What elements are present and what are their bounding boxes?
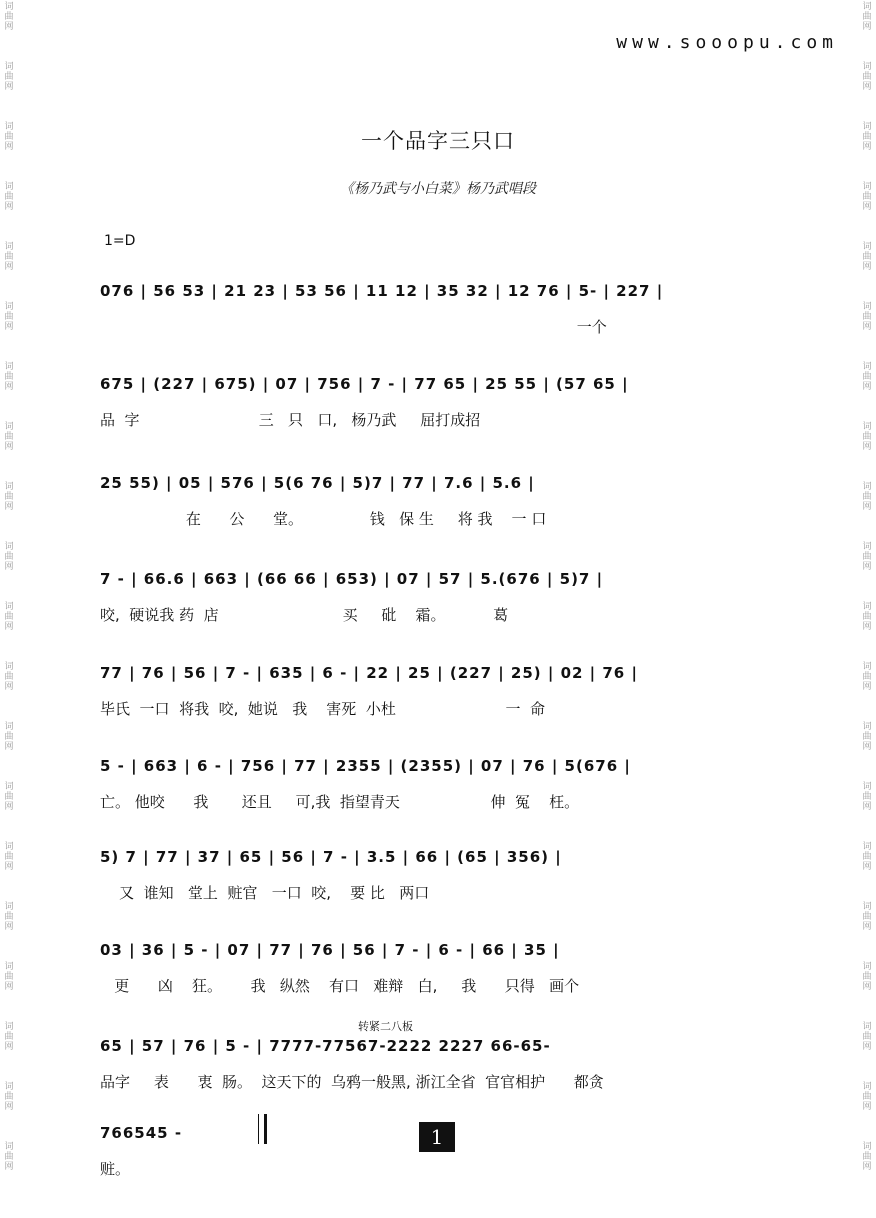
watermark-text: 词 曲 网 bbox=[4, 62, 14, 92]
score-line-6 bbox=[100, 757, 790, 837]
watermark-text: 词 曲 网 bbox=[862, 422, 872, 452]
watermark-text: 词 曲 网 bbox=[862, 302, 872, 332]
watermark-text: 词 曲 网 bbox=[862, 902, 872, 932]
watermark-text: 词 曲 网 bbox=[4, 122, 14, 152]
watermark-text: 词 曲 网 bbox=[4, 182, 14, 212]
notation-row: 5) 7 | 77 | 37 | 65 | 56 | 7 - | 3.5 | 66 | (65 | 356) | bbox=[100, 848, 562, 866]
notation-row: 076 | 56 53 | 21 23 | 53 56 | 11 12 | 35 32 | 12 76 | 5- | 227 | bbox=[100, 282, 664, 300]
watermark-text: 词 曲 网 bbox=[862, 62, 872, 92]
watermark-text: 词 曲 网 bbox=[862, 662, 872, 692]
score-line-1 bbox=[100, 282, 790, 362]
watermark-text: 词 曲 网 bbox=[4, 542, 14, 572]
watermark-text: 词 曲 网 bbox=[862, 782, 872, 812]
watermark-text: 词 曲 网 bbox=[4, 482, 14, 512]
watermark-text: 词 曲 网 bbox=[862, 602, 872, 632]
watermark-text: 词 曲 网 bbox=[4, 302, 14, 332]
score-line-7 bbox=[100, 848, 790, 928]
notation-row: 5 - | 663 | 6 - | 756 | 77 | 2355 | (2355) | 07 | 76 | 5(676 | bbox=[100, 757, 631, 775]
notation-row: 03 | 36 | 5 - | 07 | 77 | 76 | 56 | 7 - | 6 - | 66 | 35 | bbox=[100, 941, 560, 959]
watermark-text: 词 曲 网 bbox=[862, 182, 872, 212]
lyrics-row: 赃。 bbox=[100, 1160, 131, 1178]
watermark-text: 词 曲 网 bbox=[4, 962, 14, 992]
tempo-mark: 转紧二八板 bbox=[358, 1020, 413, 1033]
watermark-text: 词 曲 网 bbox=[862, 542, 872, 572]
lyrics-row: 在 公 堂。 钱 保 生 将 我 一 口 bbox=[100, 510, 547, 528]
score-line-2 bbox=[100, 375, 790, 455]
lyrics-row: 毕氏 一口 将我 咬, 她说 我 害死 小杜 一 命 bbox=[100, 700, 546, 718]
score-line-8 bbox=[100, 941, 790, 1021]
watermark-text: 词 曲 网 bbox=[862, 242, 872, 272]
site-url: www.sooopu.com bbox=[616, 32, 838, 53]
watermark-text: 词 曲 网 bbox=[862, 842, 872, 872]
lyrics-row: 亡。 他咬 我 还且 可,我 指望青天 伸 冤 枉。 bbox=[100, 793, 580, 811]
lyrics-row: 咬, 硬说我 药 店 买 砒 霜。 葛 bbox=[100, 606, 509, 624]
watermark-text: 词 曲 网 bbox=[4, 422, 14, 452]
notation-row: 65 | 57 | 76 | 5 - | 7777-77567-2222 2227 66-65- bbox=[100, 1037, 551, 1055]
watermark-text: 词 曲 网 bbox=[4, 1022, 14, 1052]
lyrics-row: 又 谁知 堂上 赃官 一口 咬, 要 比 两口 bbox=[100, 884, 430, 902]
watermark-text: 词 曲 网 bbox=[862, 1142, 872, 1172]
notation-row: 7 - | 66.6 | 663 | (66 66 | 653) | 07 | 57 | 5.(676 | 5)7 | bbox=[100, 570, 604, 588]
watermark-text: 词 曲 网 bbox=[862, 482, 872, 512]
watermark-text: 词 曲 网 bbox=[4, 902, 14, 932]
lyrics-row: 品字 表 衷 肠。 这天下的 乌鸦一般黑, 浙江全省 官官相护 都贪 bbox=[100, 1073, 604, 1091]
notation-row: 675 | (227 | 675) | 07 | 756 | 7 - | 77 65 | 25 55 | (57 65 | bbox=[100, 375, 629, 393]
lyrics-row: 一个 bbox=[100, 318, 607, 336]
score-line-5 bbox=[100, 664, 790, 744]
watermark-text: 词 曲 网 bbox=[4, 842, 14, 872]
watermark-text: 词 曲 网 bbox=[862, 2, 872, 32]
watermark-text: 词 曲 网 bbox=[4, 662, 14, 692]
notation-row: 766545 - bbox=[100, 1124, 183, 1142]
watermark-text: 词 曲 网 bbox=[4, 242, 14, 272]
lyrics-row: 更 凶 狂。 我 纵然 有口 难辩 白, 我 只得 画个 bbox=[100, 977, 580, 995]
notation-row: 77 | 76 | 56 | 7 - | 635 | 6 - | 22 | 25 | (227 | 25) | 02 | 76 | bbox=[100, 664, 638, 682]
final-barline bbox=[258, 1114, 267, 1144]
lyrics-row: 品 字 三 只 口, 杨乃武 屈打成招 bbox=[100, 411, 481, 429]
watermark-text: 词 曲 网 bbox=[862, 362, 872, 392]
page-number: 1 bbox=[419, 1122, 455, 1152]
watermark-text: 词 曲 网 bbox=[862, 1022, 872, 1052]
watermark-text: 词 曲 网 bbox=[862, 722, 872, 752]
watermark-text: 词 曲 网 bbox=[4, 722, 14, 752]
notation-row: 25 55) | 05 | 576 | 5(6 76 | 5)7 | 77 | 7.6 | 5.6 | bbox=[100, 474, 535, 492]
watermark-text: 词 曲 网 bbox=[4, 1142, 14, 1172]
watermark-text: 词 曲 网 bbox=[862, 1082, 872, 1112]
song-title: 一个品字三只口 bbox=[361, 129, 515, 153]
watermark-text: 词 曲 网 bbox=[4, 602, 14, 632]
watermark-text: 词 曲 网 bbox=[4, 1082, 14, 1112]
song-subtitle: 《杨乃武与小白菜》杨乃武唱段 bbox=[340, 181, 536, 197]
watermark-text: 词 曲 网 bbox=[862, 122, 872, 152]
key-signature: 1=D bbox=[104, 233, 136, 249]
score-line-9 bbox=[100, 1037, 790, 1117]
watermark-text: 词 曲 网 bbox=[4, 2, 14, 32]
score-line-4 bbox=[100, 570, 790, 650]
watermark-text: 词 曲 网 bbox=[862, 962, 872, 992]
watermark-text: 词 曲 网 bbox=[4, 782, 14, 812]
watermark-text: 词 曲 网 bbox=[4, 362, 14, 392]
score-line-3 bbox=[100, 474, 790, 554]
